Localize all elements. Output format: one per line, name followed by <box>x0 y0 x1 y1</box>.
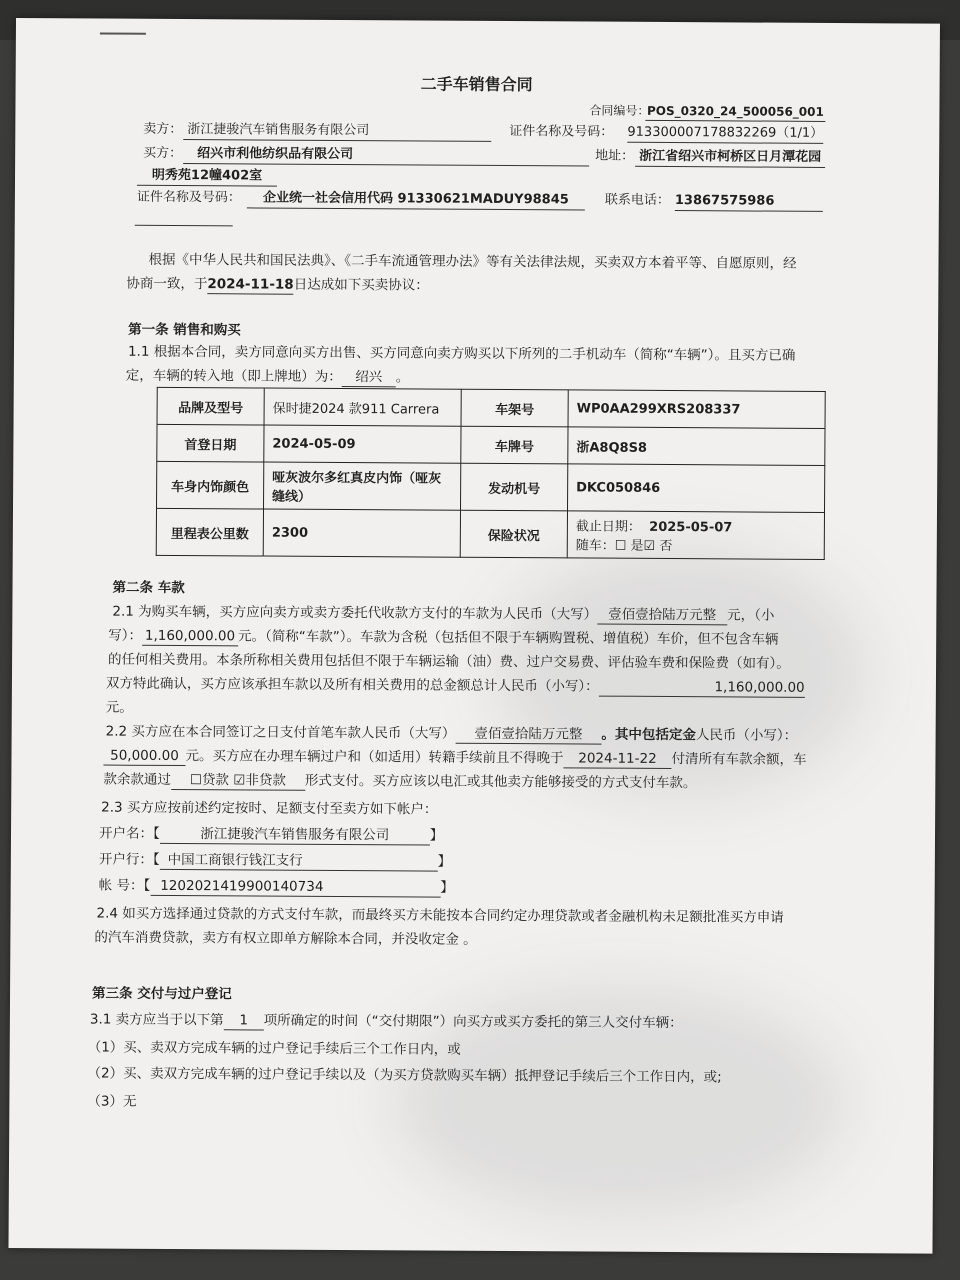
plate-label: 车牌号 <box>461 426 568 464</box>
paper-mark <box>100 33 146 35</box>
article1-heading: 第一条 销售和购买 <box>128 321 241 339</box>
account-no-row: 帐 号：【 1202021419900140734 】 <box>98 877 454 896</box>
buyer-id-label: 证件名称及号码： <box>136 189 241 206</box>
seller-label: 卖方： <box>143 121 183 138</box>
buyer-name: 绍兴市利他纺织品有限公司 <box>183 145 589 166</box>
delivery-option-2: （2）买、卖双方完成车辆的过户登记手续以及（为买方贷款购买车辆）抵押登记手续后三个工作日内，或; <box>87 1065 722 1086</box>
payment-due-date: 2024-11-22 <box>563 749 671 769</box>
buyer-addr-label: 地址： <box>595 148 635 164</box>
vin-label: 车架号 <box>461 389 568 427</box>
payment-method: ☐贷款 ☑非贷款 <box>171 771 305 791</box>
article3-p1: 3.1 卖方应当于以下第 1 项所确定的时间（“交付期限”）向买方或买方委托的第三人交付车辆： <box>89 1011 683 1032</box>
article2-p1-line2: 写）： 1,160,000.00 元。（简称“车款”）。车款为含税（包括但不限于车辆购置税、增值税）车价，但不包含车辆 <box>108 627 779 648</box>
first-payment-upper: 壹佰壹拾陆万元整 <box>455 725 601 745</box>
seller-id: 913300007178832269（1/1） <box>627 124 823 144</box>
buyer-id: 企业统一社会信用代码 91330621MADUY98845 <box>247 189 585 210</box>
account-number: 1202021419900140734 <box>150 877 440 898</box>
article2-p1-line1: 2.1 为购买车辆，买方应向卖方或卖方委托代收款方支付的车款为人民币（大写） 壹佰壹拾陆万元整 元，（小 <box>112 603 775 624</box>
buyer-label: 买方： <box>143 145 183 162</box>
article1-p1-line1: 1.1 根据本合同，卖方同意向买方出售、买方同意向卖方购买以下所列的二手机动车（简称“车辆”）。且买方已确 <box>127 343 796 364</box>
article2-p4-line1: 2.4 如买方选择通过贷款的方式支付车款，而最终买方未能按本合同约定办理贷款或者金融机构未足额批准买方申请 <box>96 905 784 926</box>
bank-row: 开户行：【 中国工商银行钱江支行 】 <box>98 851 452 870</box>
seller-id-label: 证件名称及号码： <box>509 124 614 140</box>
contract-no: POS_0320_24_500056_001 <box>645 102 825 122</box>
mileage-label: 里程表公里数 <box>156 508 263 556</box>
engine-label: 发动机号 <box>461 463 568 511</box>
buyer-phone-label: 联系电话： <box>604 192 670 208</box>
insurance-label: 保险状况 <box>460 510 567 558</box>
account-name-row: 开户名：【 浙江捷骏汽车销售服务有限公司 】 <box>98 825 444 844</box>
article2-p3: 2.3 买方应按前述约定按时、足额支付至卖方如下帐户： <box>101 799 438 818</box>
preamble-line1: 根据《中华人民共和国民法典》、《二手车流通管理办法》等有关法律法规，买卖双方本着平等、自愿原则，经 <box>148 251 797 272</box>
article2-p4-line2: 的汽车消费贷款，卖方有权立即单方解除本合同，并没收定金 。 <box>94 929 477 948</box>
total-amount: 1,160,000.00 <box>599 678 805 698</box>
delivery-option-1: （1）买、卖双方完成车辆的过户登记手续后三个工作日内，或 <box>87 1039 461 1058</box>
article3-heading: 第三条 交付与过户登记 <box>91 985 232 1003</box>
brand-value: 保时捷2024 款911 Carrera <box>264 388 461 426</box>
color-value: 哑灰波尔多红真皮内饰（哑灰 缝线） <box>264 462 461 510</box>
document-title: 二手车销售合同 <box>420 74 533 95</box>
contract-page <box>8 18 939 1254</box>
article2-heading: 第二条 车款 <box>112 579 185 597</box>
price-lower: 1,160,000.00 <box>142 627 238 647</box>
engine-value: DKC050846 <box>567 464 824 513</box>
plate-value: 浙A8Q8S8 <box>568 427 825 466</box>
vin-value: WP0AA299XRS208337 <box>568 390 825 429</box>
bank-name: 中国工商银行钱江支行 <box>160 851 438 872</box>
article2-p2-line1: 2.2 买方应在本合同签订之日支付首笔车款人民币（大写） 壹佰壹拾陆万元整 。其中包括定金人民币（小写）： <box>105 723 798 744</box>
insurance-deadline: 2025-05-07 <box>649 519 733 536</box>
article2-p1-line5: 元。 <box>105 699 133 716</box>
article2-p2-line2: 50,000.00 元。买方应在办理车辆过户和（如适用）转籍手续前且不得晚于 2024-11-22 付清所有车款余额，车 <box>103 747 806 770</box>
buyer-phone: 13867575986 <box>675 192 823 212</box>
delivery-option-3: （3）无 <box>87 1093 137 1110</box>
vehicle-info-table <box>156 387 826 560</box>
account-name: 浙江捷骏汽车销售服务有限公司 <box>160 825 430 846</box>
delivery-item-no: 1 <box>224 1011 264 1030</box>
register-place: 绍兴 <box>342 368 396 387</box>
contract-no-label: 合同编号： <box>589 103 650 118</box>
buyer-addr-1: 浙江省绍兴市柯桥区日月潭花园 <box>635 148 825 168</box>
article2-p2-line3: 款余款通过 ☐贷款 ☑非贷款 形式支付。买方应该以电汇或其他卖方能够接受的方式支付车款。 <box>103 771 697 792</box>
reg-date-value: 2024-05-09 <box>264 425 461 463</box>
insurance-value: 截止日期： 2025-05-07 随车：☐ 是☑ 否 <box>567 511 824 560</box>
color-label: 车身内饰颜色 <box>157 461 264 509</box>
agreement-date: 2024-11-18 <box>207 276 294 293</box>
insurance-with-car: 随车：☐ 是☑ 否 <box>575 538 673 555</box>
preamble-line2: 协商一致，于2024-11-18日达成如下买卖协议： <box>126 275 429 294</box>
article2-p1-line4: 双方特此确认，买方应该承担车款以及所有相关费用的总金额总计人民币（小写）： 1,160,000.00 <box>105 675 805 696</box>
blank-line <box>135 213 233 227</box>
deposit-amount: 50,000.00 <box>103 747 185 767</box>
reg-date-label: 首登日期 <box>157 424 264 462</box>
buyer-addr-2: 明秀苑12幢402室 <box>137 167 277 187</box>
seller-name: 浙江捷骏汽车销售服务有限公司 <box>183 121 491 142</box>
article2-p1-line3: 的任何相关费用。本条所称相关费用包括但不限于车辆运输（油）费、过户交易费、评估验车费和保险费（如有）。 <box>108 651 790 672</box>
article1-p1-line2: 定，车辆的转入地（即上牌地）为： 绍兴 。 <box>125 367 410 386</box>
mileage-value: 2300 <box>263 509 460 557</box>
price-upper: 壹佰壹拾陆万元整 <box>597 606 727 626</box>
brand-label: 品牌及型号 <box>157 387 264 425</box>
